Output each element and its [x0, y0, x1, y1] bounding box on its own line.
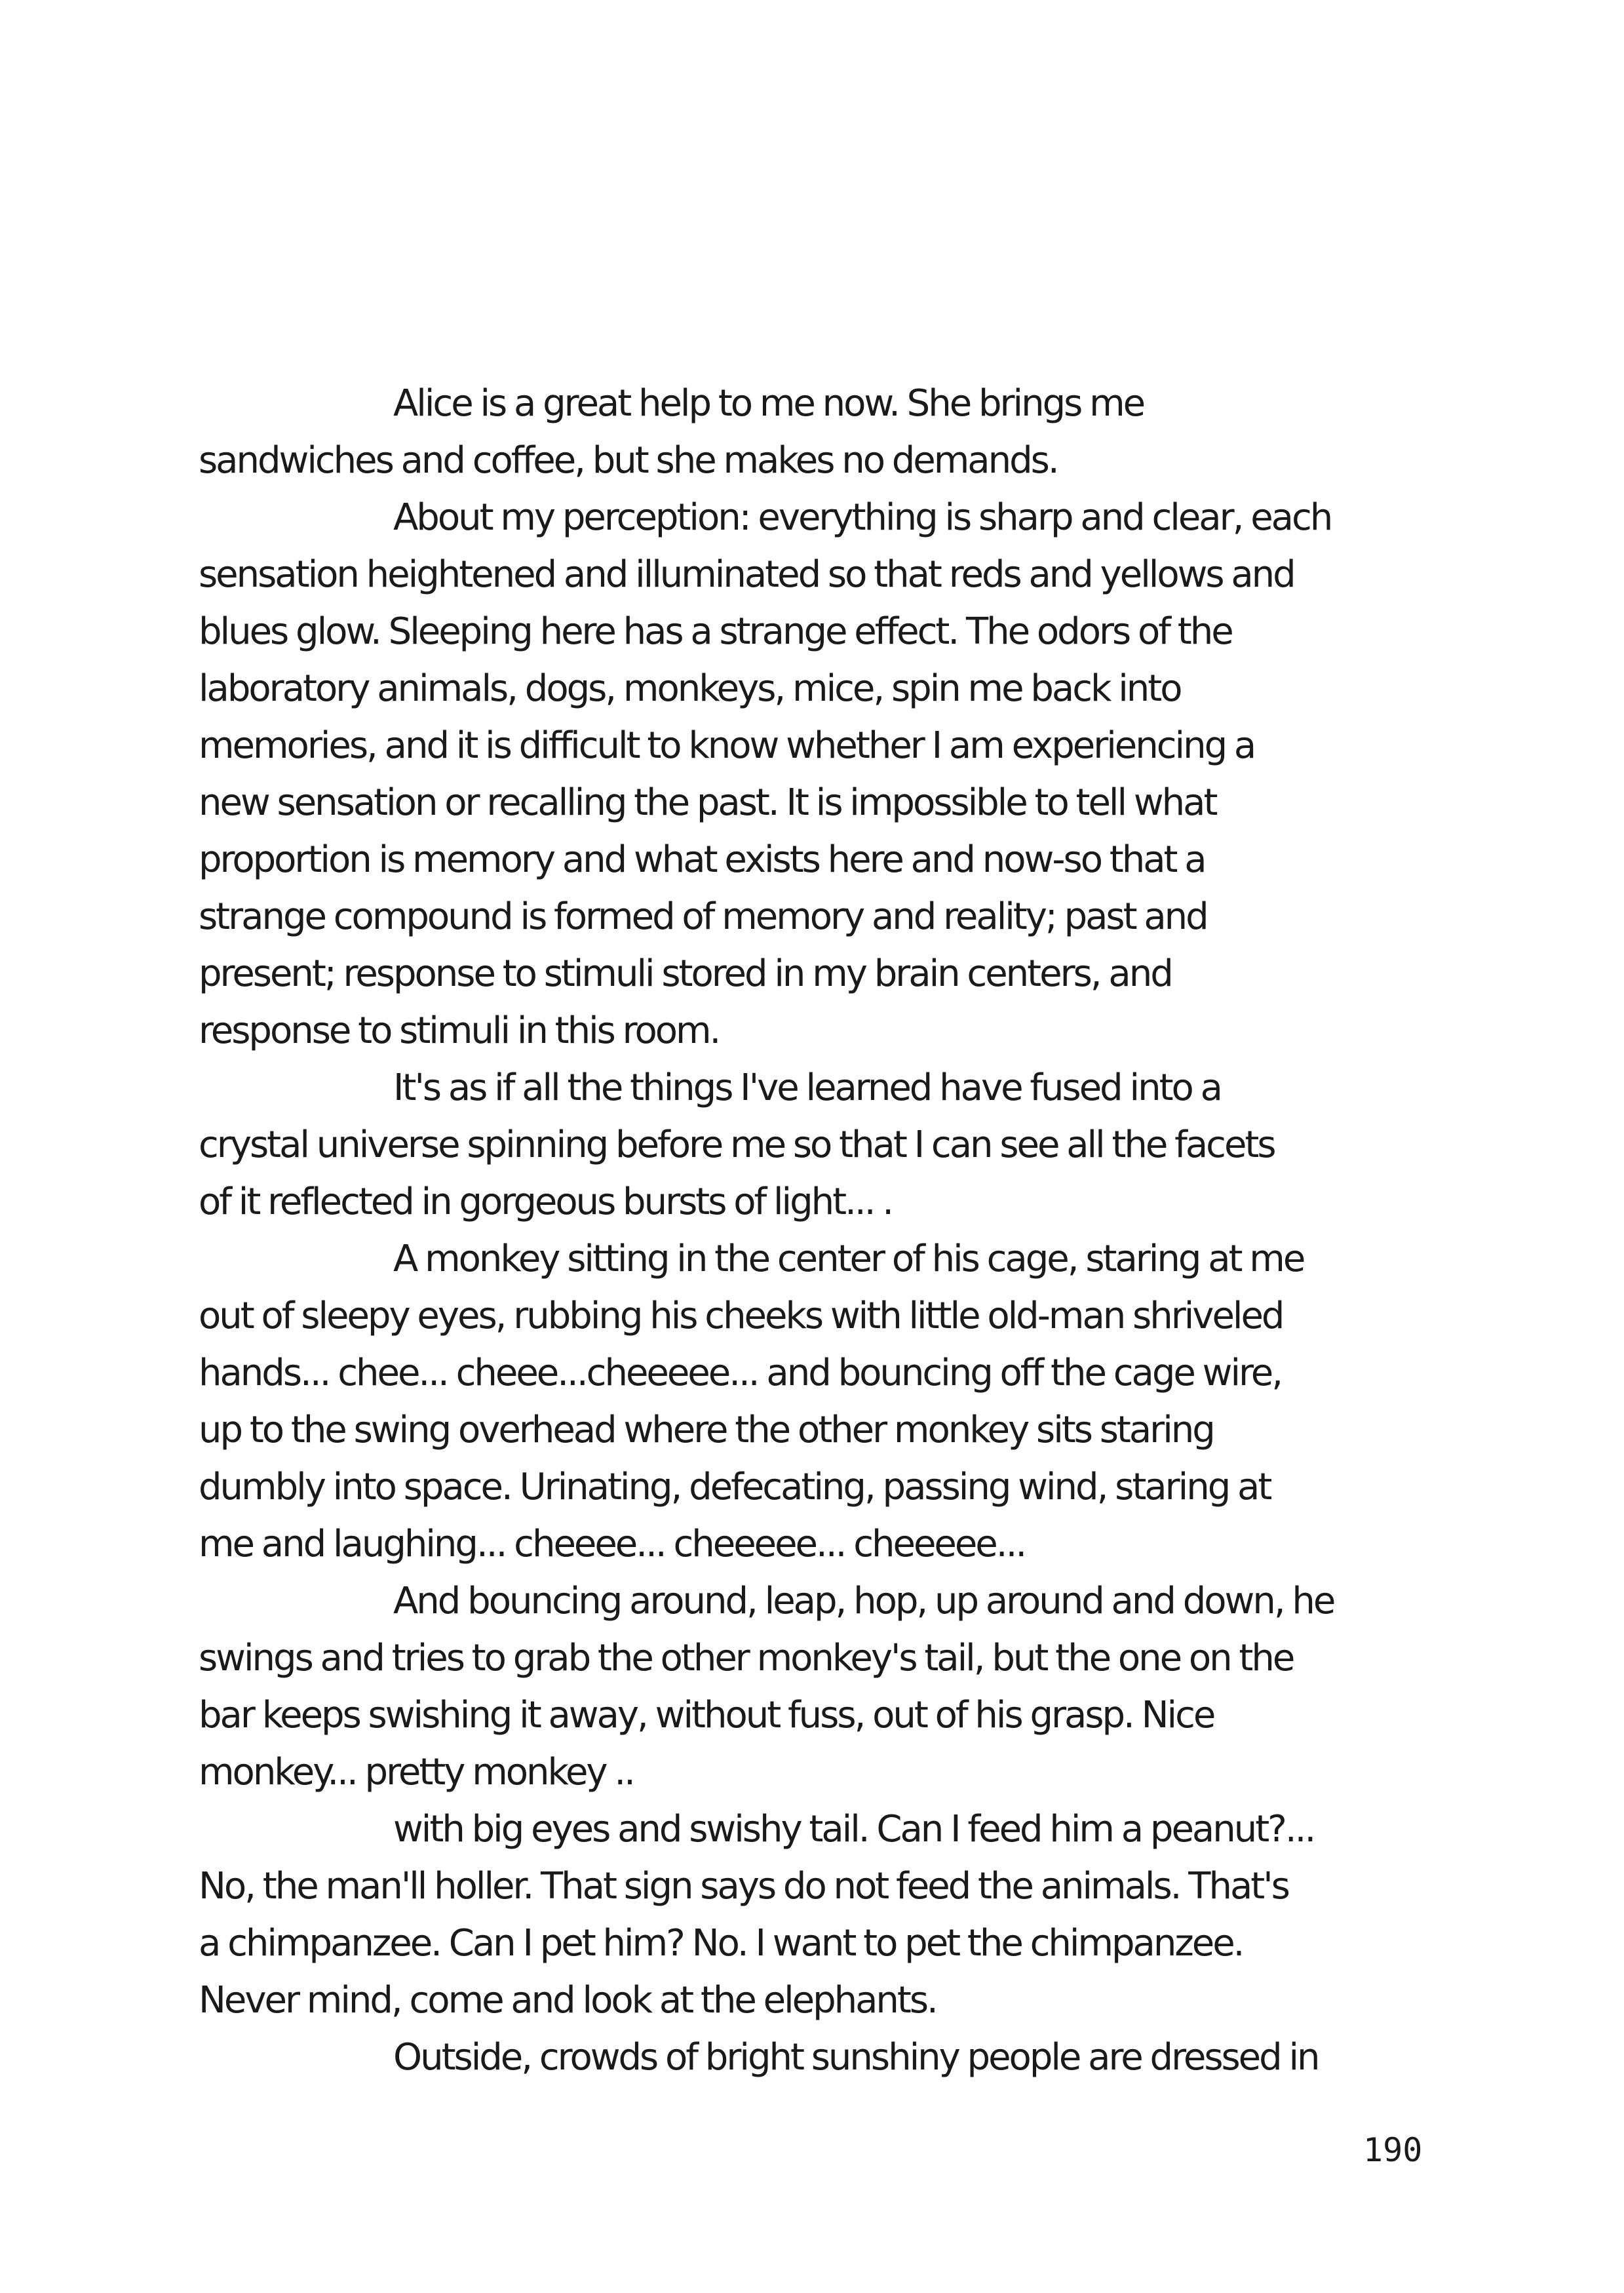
text-line: with big eyes and swishy tail. Can I feed him a peanut?...	[393, 1808, 1315, 1851]
page-number: 190	[1363, 2131, 1423, 2169]
text-line: swings and tries to grab the other monkey's tail, but the one on the	[199, 1637, 1294, 1679]
text-line: monkey... pretty monkey ..	[199, 1751, 634, 1793]
text-line: out of sleepy eyes, rubbing his cheeks with little old-man shriveled	[199, 1295, 1283, 1337]
text-line: sensation heightened and illuminated so that reds and yellows and	[199, 553, 1294, 596]
text-line: proportion is memory and what exists here and now-so that a	[199, 838, 1205, 881]
text-line: About my perception: everything is sharp and clear, each	[393, 496, 1332, 539]
text-line: memories, and it is difficult to know whether I am experiencing a	[199, 724, 1255, 767]
text-line: a chimpanzee. Can I pet him? No. I want to pet the chimpanzee.	[199, 1922, 1243, 1965]
text-line: Alice is a great help to me now. She brings me	[393, 382, 1144, 425]
text-line: hands... chee... cheee...cheeeee... and bouncing off the cage wire,	[199, 1352, 1282, 1394]
text-line: response to stimuli in this room.	[199, 1009, 720, 1052]
body-text	[199, 375, 1444, 2086]
text-line: Never mind, come and look at the elephants.	[199, 1979, 937, 2022]
text-line: bar keeps swishing it away, without fuss, out of his grasp. Nice	[199, 1694, 1214, 1736]
text-line: of it reflected in gorgeous bursts of light... .	[199, 1181, 893, 1223]
text-line: Outside, crowds of bright sunshiny people are dressed in	[393, 2036, 1319, 2079]
text-line: strange compound is formed of memory and reality; past and	[199, 895, 1207, 938]
text-line: No, the man'll holler. That sign says do not feed the animals. That's	[199, 1865, 1288, 1908]
text-line: A monkey sitting in the center of his cage, staring at me	[393, 1238, 1304, 1280]
text-line: present; response to stimuli stored in my brain centers, and	[199, 952, 1172, 995]
text-line: sandwiches and coffee, but she makes no demands.	[199, 439, 1058, 482]
text-line: crystal universe spinning before me so that I can see all the facets	[199, 1124, 1275, 1166]
text-line: new sensation or recalling the past. It is impossible to tell what	[199, 781, 1216, 824]
text-line: laboratory animals, dogs, monkeys, mice, spin me back into	[199, 667, 1181, 710]
text-line: blues glow. Sleeping here has a strange effect. The odors of the	[199, 610, 1232, 653]
text-line: me and laughing... cheeee... cheeeee... cheeeee...	[199, 1523, 1026, 1565]
text-line: It's as if all the things I've learned have fused into a	[393, 1067, 1221, 1109]
text-line: And bouncing around, leap, hop, up around and down, he	[393, 1580, 1334, 1622]
text-line: dumbly into space. Urinating, defecating, passing wind, staring at	[199, 1466, 1271, 1508]
text-line: up to the swing overhead where the other monkey sits staring	[199, 1409, 1214, 1451]
